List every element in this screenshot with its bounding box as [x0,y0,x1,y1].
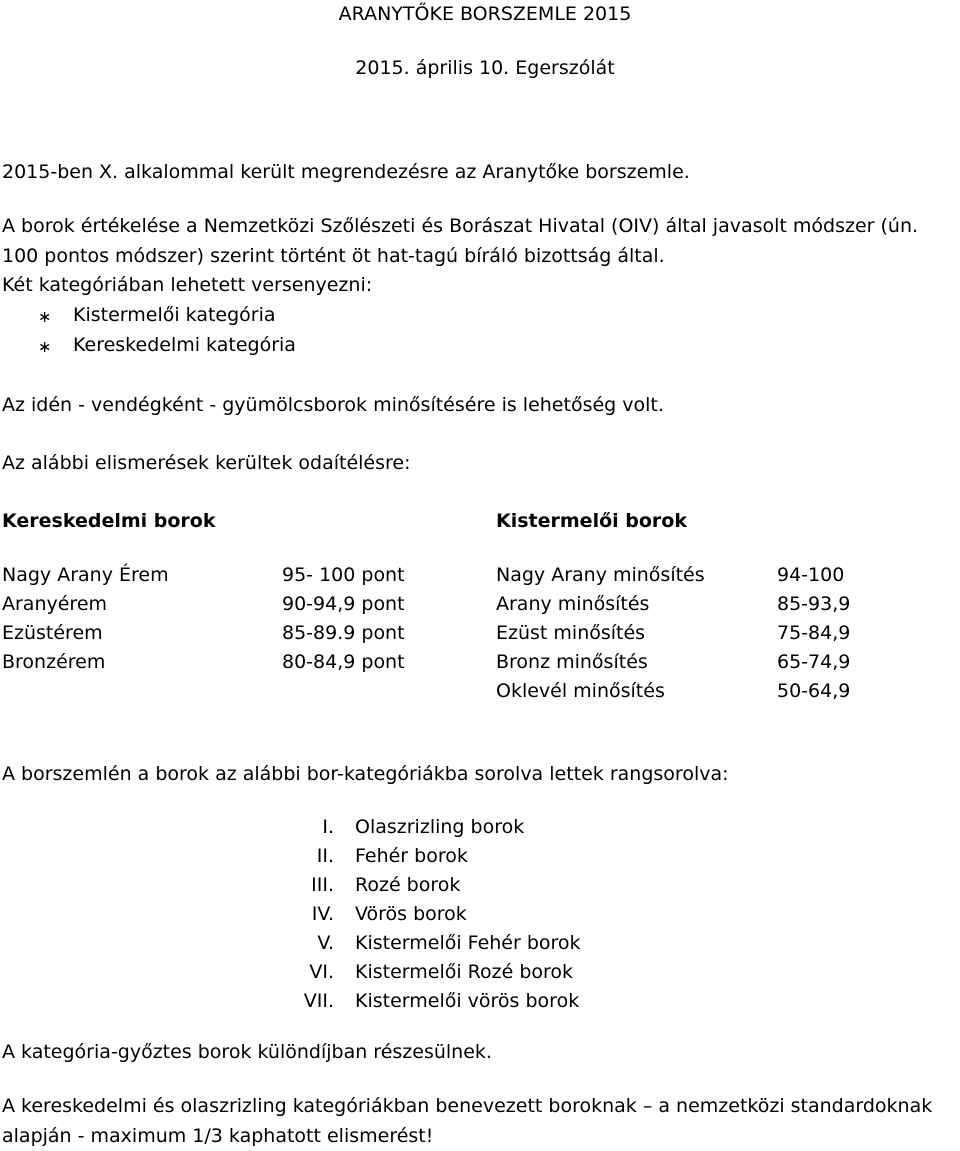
ranking-label: Vörös borok [355,903,467,925]
category-item: Kistermelői kategória [73,304,276,326]
commercial-heading: Kereskedelmi borok [2,510,216,532]
commercial-award-name: Aranyérem [2,593,108,615]
smallproducer-award-name: Ezüst minősítés [496,622,646,644]
smallproducer-award-points: 65-74,9 [777,651,851,673]
ranking-number: II. [316,845,334,867]
smallproducer-award-name: Oklevél minősítés [496,680,665,702]
commercial-award-name: Nagy Arany Érem [2,564,169,586]
commercial-award-name: Ezüstérem [2,622,103,644]
special-prize-note: A kategória-győztes borok különdíjban részesülnek. [2,1041,492,1063]
smallproducer-award-points: 94-100 [777,564,845,586]
categories-intro: Két kategóriában lehetett versenyezni: [2,274,373,296]
commercial-award-points: 90-94,9 pont [282,593,405,615]
commercial-award-points: 80-84,9 pont [282,651,405,673]
smallproducer-award-name: Bronz minősítés [496,651,648,673]
asterisk-bullet-icon: ∗ [38,339,52,356]
asterisk-bullet-icon: ∗ [38,309,52,326]
smallproducer-award-name: Nagy Arany minősítés [496,564,705,586]
ranking-label: Fehér borok [355,845,468,867]
commercial-award-name: Bronzérem [2,651,106,673]
smallproducer-award-points: 50-64,9 [777,680,851,702]
intro-paragraph: 2015-ben X. alkalommal került megrendezésre az Aranytőke borszemle. [2,161,690,183]
limit-note-line1: A kereskedelmi és olaszrizling kategóriákban benevezett boroknak – a nemzetközi standardoknak [2,1095,933,1117]
ranking-label: Kistermelői vörös borok [355,990,580,1012]
ranking-number: IV. [311,903,334,925]
smallproducer-award-points: 75-84,9 [777,622,851,644]
ranking-label: Kistermelői Rozé borok [355,961,574,983]
category-item: Kereskedelmi kategória [73,334,296,356]
ranking-label: Rozé borok [355,874,461,896]
awards-intro: Az alábbi elismerések kerültek odaítélésre: [2,452,411,474]
ranking-number: I. [322,816,334,838]
ranking-number: VI. [309,961,334,983]
smallproducer-award-points: 85-93,9 [777,593,851,615]
ranking-intro: A borszemlén a borok az alábbi bor-kategóriákba sorolva lettek rangsorolva: [2,763,729,785]
ranking-number: V. [317,932,334,954]
smallproducer-heading: Kistermelői borok [496,510,687,532]
ranking-number: VII. [303,990,334,1012]
ranking-label: Olaszrizling borok [355,816,525,838]
ranking-label: Kistermelői Fehér borok [355,932,581,954]
smallproducer-award-name: Arany minősítés [496,593,650,615]
document-title: ARANYTŐKE BORSZEMLE 2015 [338,3,632,25]
event-date: 2015. április 10. Egerszólát [355,57,615,79]
ranking-number: III. [311,874,334,896]
guest-note: Az idén - vendégként - gyümölcsborok minősítésére is lehetőség volt. [2,394,664,416]
commercial-award-points: 95- 100 pont [282,564,405,586]
limit-note-line2: alapján - maximum 1/3 kaphatott elismerést! [2,1125,434,1147]
commercial-award-points: 85-89.9 pont [282,622,405,644]
method-paragraph-line1: A borok értékelése a Nemzetközi Szőlészeti és Borászat Hivatal (OIV) által javasolt módszer (ún. [2,215,919,237]
method-paragraph-line2: 100 pontos módszer) szerint történt öt hat-tagú bíráló bizottság által. [2,245,665,267]
